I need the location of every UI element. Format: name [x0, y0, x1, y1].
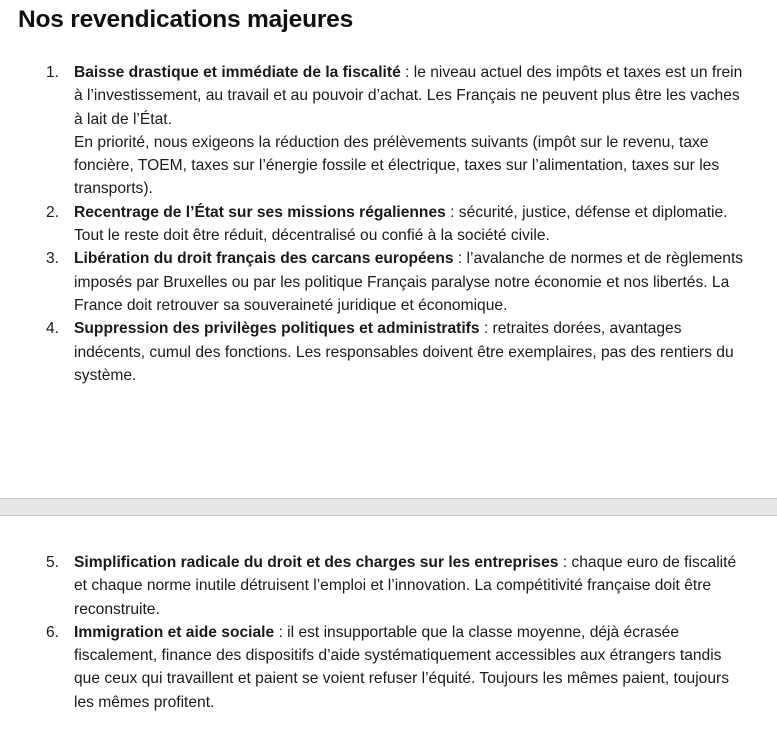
page-title: Nos revendications majeures	[18, 6, 354, 33]
list-item-2	[0, 201, 777, 248]
list-number: 4.	[46, 320, 60, 338]
item-heading: Libération du droit français des carcans européens	[74, 250, 454, 268]
list-item-4	[0, 317, 777, 387]
list-number: 2.	[46, 203, 60, 221]
list-number: 1.	[46, 64, 60, 81]
claims-list-part-1	[0, 61, 777, 387]
item-heading: Simplification radicale du droit et des charges sur les entreprises	[74, 554, 559, 571]
item-text: : il est insupportable que la classe moyenne, déjà écrasée fiscalement, finance des dispositifs d’aide systématiquement accessibles aux étrangers tandis que ceux qui travaillent et paient se voient refuser l’équité. Toujours les mêmes paient, toujours les mêmes profitent.	[74, 623, 730, 711]
document-page-2	[0, 516, 777, 737]
list-number: 6.	[46, 623, 60, 641]
item-text: : chaque euro de fiscalité et chaque norme inutile détruisent l’emploi et l’innovation. La compétitivité française doit être reconstruite.	[74, 554, 737, 618]
item-text: : le niveau actuel des impôts et taxes est un frein à l’investissement, au travail et au pouvoir d’achat. Les Français ne peuvent plus être les vaches à lait de l’État.	[74, 64, 743, 128]
list-item-3	[0, 247, 777, 317]
item-heading: Suppression des privilèges politiques et administratifs	[74, 320, 480, 338]
list-number: 3.	[46, 250, 60, 268]
list-number: 5.	[46, 554, 60, 571]
item-text: : sécurité, justice, défense et diplomatie. Tout le reste doit être réduit, décentralisé ou confié à la société civile.	[74, 203, 728, 245]
list-item-1	[0, 61, 777, 201]
page-break	[0, 498, 777, 516]
item-text: : l’avalanche de normes et de règlements imposés par Bruxelles ou par les politique Français paralyse notre économie et nos libertés. La France doit retrouver sa souveraineté juridique et économique.	[74, 250, 744, 314]
list-item-6	[0, 621, 777, 714]
item-text: : retraites dorées, avantages indécents, cumul des fonctions. Les responsables doivent être exemplaires, pas des rentiers du système.	[74, 320, 734, 384]
claims-list-part-2	[0, 551, 777, 714]
item-heading: Immigration et aide sociale	[74, 623, 275, 641]
item-extra-paragraph: En priorité, nous exigeons la réduction des prélèvements suivants (impôt sur le revenu, taxe foncière, TOEM, taxes sur l’énergie fossile et électrique, taxes sur l’alimentation, taxes sur les transports).	[74, 133, 720, 198]
list-item-5	[0, 551, 777, 621]
item-heading: Baisse drastique et immédiate de la fiscalité	[74, 64, 401, 81]
item-heading: Recentrage de l’État sur ses missions régaliennes	[74, 203, 446, 221]
